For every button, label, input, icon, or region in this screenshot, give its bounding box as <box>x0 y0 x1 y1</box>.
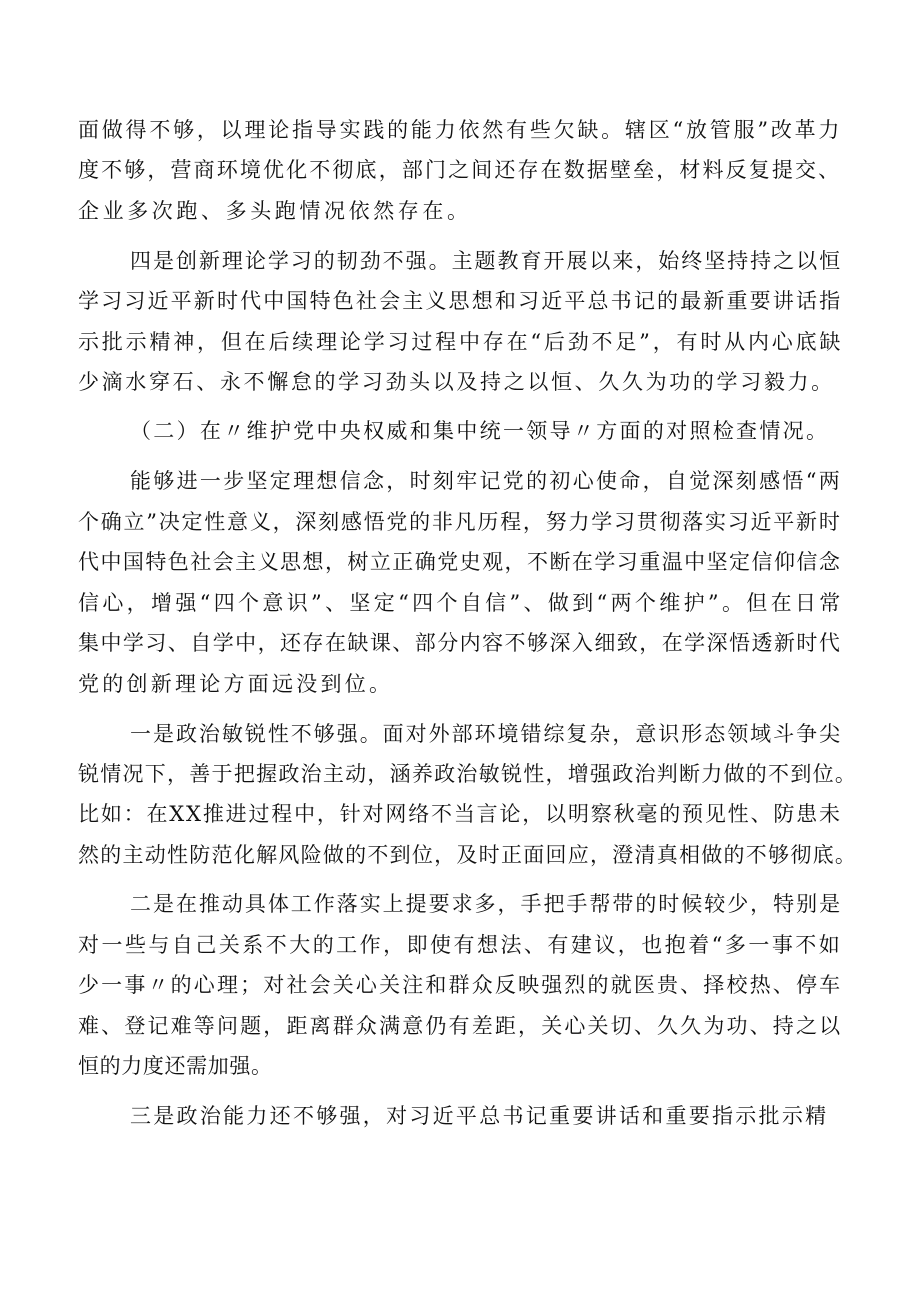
text-line: 难、登记难等问题，距离群众满意仍有差距，关心关切、久久为功、持之以 <box>78 1014 843 1038</box>
text-line: 度不够，营商环境优化不彻底，部门之间还存在数据壁垒，材料反复提交、 <box>78 158 842 182</box>
text-line: 能够进一步坚定理想信念，时刻牢记党的初心使命，自觉深刻感悟“两 <box>130 469 843 493</box>
text-line: 集中学习、自学中，还存在缺课、部分内容不够深入细致，在学深悟透新时代 <box>78 631 842 655</box>
text-line: 面做得不够，以理论指导实践的能力依然有些欠缺。辖区“放管服”改革力 <box>78 118 843 142</box>
text-line: 四是创新理论学习的韧劲不强。主题教育开展以来，始终坚持持之以恒 <box>130 249 843 273</box>
text-line: 一是政治敏锐性不够强。面对外部环境错综复杂，意识形态领域斗争尖 <box>130 722 843 746</box>
text-line: 个确立”决定性意义，深刻感悟党的非凡历程，努力学习贯彻落实习近平新时 <box>78 510 842 534</box>
text-line: 少滴水穿石、永不懈怠的学习劲头以及持之以恒、久久为功的学习毅力。 <box>78 370 835 394</box>
text-line: 信心，增强“四个意识”、坚定“四个自信”、做到“两个维护”。但在日常 <box>78 591 844 615</box>
text-line: 恒的力度还需加强。 <box>78 1054 273 1078</box>
text-line: 示批示精神，但在后续理论学习过程中存在“后劲不足”，有时从内心底缺 <box>78 330 844 354</box>
text-line: 对一些与自己关系不大的工作，即使有想法、有建议，也抱着“多一事不如 <box>78 933 843 957</box>
text-line: 二是在推动具体工作落实上提要求多，手把手帮带的时候较少，特别是 <box>130 892 843 916</box>
text-line: 企业多次跑、多头跑情况依然存在。 <box>78 199 472 223</box>
text-line: 少一事〃的心理；对社会关心关注和群众反映强烈的就医贵、择校热、停车 <box>78 973 843 997</box>
text-line: 比如：在XX推进过程中，针对网络不当言论，以明察秋毫的预见性、防患未 <box>78 802 842 826</box>
text-line: 学习习近平新时代中国特色社会主义思想和习近平总书记的最新重要讲话指 <box>78 289 843 313</box>
text-line: （二）在〃维护党中央权威和集中统一领导〃方面的对照检查情况。 <box>130 419 830 443</box>
text-line: 党的创新理论方面远没到位。 <box>78 672 394 696</box>
text-line: 三是政治能力还不够强，对习近平总书记重要讲话和重要指示批示精 <box>130 1104 829 1128</box>
text-line: 锐情况下，善于把握政治主动，涵养政治敏锐性，增强政治判断力做的不到位。 <box>78 762 858 786</box>
text-line: 代中国特色社会主义思想，树立正确党史观，不断在学习重温中坚定信仰信念 <box>78 550 842 574</box>
text-line: 然的主动性防范化解风险做的不到位，及时正面回应，澄清真相做的不够彻底。 <box>78 843 858 867</box>
